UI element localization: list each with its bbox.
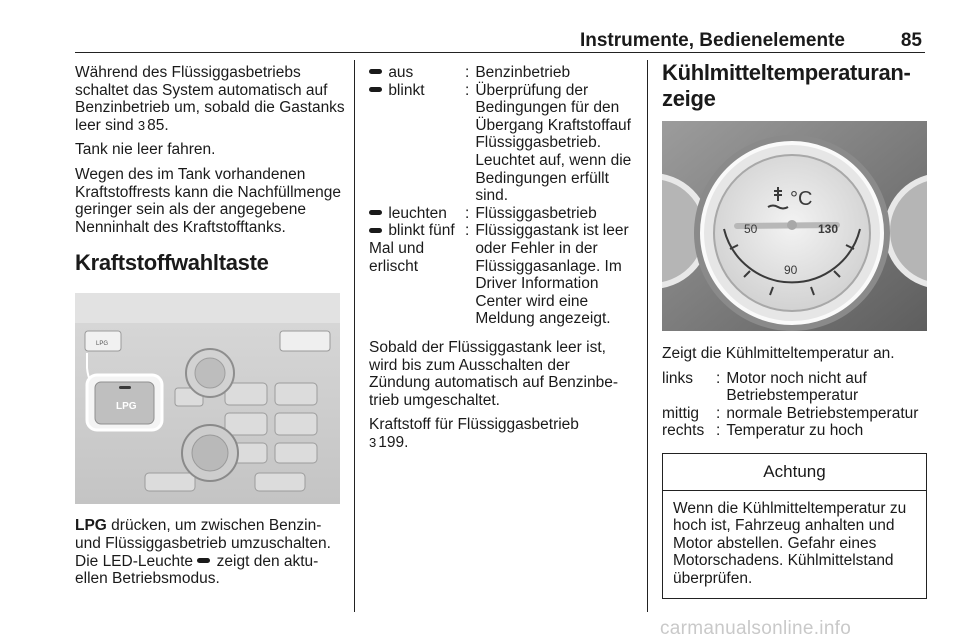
table-row: blinkt : Überprüfung der Bedingungen für den Übergang Kraftstoffauf Flüssiggasbetrieb. Leuchtet auf, wenn die Bedingungen erfüllt sind.: [369, 82, 634, 205]
paragraph-warning: Tank nie leer fahren.: [75, 141, 216, 159]
column-divider-right: [647, 60, 648, 612]
paragraph-residual-fuel: Wegen des im Tank vorhandenen Kraftstoffrests kann die Nachfüllmenge geringer sein als der angegebene Nenninhalt des Kraftstofftanks.: [75, 165, 341, 236]
table-row: aus : Benzinbetrieb: [369, 64, 634, 82]
table-row: rechts : Temperatur zu hoch: [662, 422, 864, 440]
table-row: leuchten : Flüssiggasbetrieb: [369, 205, 634, 223]
column-divider-left: [354, 60, 355, 612]
coolant-intro: Zeigt die Kühlmitteltemperatur an.: [662, 345, 895, 362]
section-heading-coolant-gauge: Kühlmitteltemperaturanzeige: [662, 60, 911, 111]
page-reference[interactable]: 199.: [378, 433, 409, 451]
column-left: [75, 64, 345, 595]
paragraph-fallback: Während des Flüssiggasbetriebs schaltet das System automatisch auf Benzinbetrieb um, sobald die Gastanks leer sind 3 85.: [75, 64, 345, 134]
table-row: links : Motor noch nicht auf Betriebstemperatur: [662, 369, 867, 405]
lpg-caption-key: LPG: [75, 517, 107, 535]
page-reference-icon: 3: [137, 117, 146, 133]
gauge-tick-label-90: 90: [784, 263, 798, 277]
led-status-table: [369, 64, 634, 328]
column-right: [662, 60, 927, 599]
lpg-small-label: LPG: [96, 341, 109, 348]
paragraph-auto-switch: Sobald der Flüssiggastank leer ist, wird bis zum Ausschalten der Zündung automatisch auf Benzinbetrieb umgeschaltet.: [369, 338, 619, 409]
lpg-button-photo: [75, 293, 340, 504]
gauge-unit-label: °C: [790, 188, 813, 210]
caution-box: [662, 453, 927, 599]
led-indicator-icon: [197, 558, 210, 563]
section-heading-fuel-selector: Kraftstoffwahltaste: [75, 250, 269, 276]
page-header-title: Instrumente, Bedienelemente: [579, 30, 845, 51]
led-indicator-icon: [369, 87, 382, 92]
page-reference-icon: 3: [369, 434, 377, 450]
led-indicator-icon: [369, 69, 382, 74]
page-header: [75, 27, 925, 53]
caution-title: Achtung: [663, 454, 926, 491]
page-reference[interactable]: 85.: [147, 116, 169, 134]
coolant-gauge-illustration: [662, 121, 927, 331]
coolant-gauge-photo: [662, 121, 927, 331]
paragraph-lpg-fuel: Kraftstoff für Flüssiggasbetrieb 3 199.: [369, 416, 579, 451]
led-indicator-icon: [369, 228, 382, 233]
lpg-button-label: LPG: [116, 401, 137, 413]
table-row: mittig : normale Betriebstemperatur: [662, 404, 919, 422]
lpg-caption: LPG drücken, um zwischen Benzin- und Flüssiggasbetrieb umzuschalten. Die LED-Leuchte zeigt den aktuellen Betriebsmodus.: [75, 517, 331, 588]
table-row: blinkt fünf Mal und erlischt : Flüssiggastank ist leer oder Fehler in der Flüssiggasanlage. Im Driver Information Center wird eine Meldung angezeigt.: [369, 222, 629, 328]
page-number: 85: [900, 30, 922, 51]
column-middle: [369, 64, 634, 458]
coolant-position-table: [662, 370, 927, 440]
caution-text: Wenn die Kühlmitteltemperatur zu hoch ist, Fahrzeug anhalten und Motor abstellen. Gefahr eines Motorschadens. Kühlmittelstand überprüfen.: [673, 499, 907, 587]
led-indicator-icon: [369, 210, 382, 215]
watermark: carmanualsonline.info: [660, 618, 852, 639]
lpg-button-illustration: [75, 293, 340, 504]
gauge-tick-label-50: 50: [744, 222, 758, 236]
gauge-tick-label-130: 130: [818, 222, 839, 236]
